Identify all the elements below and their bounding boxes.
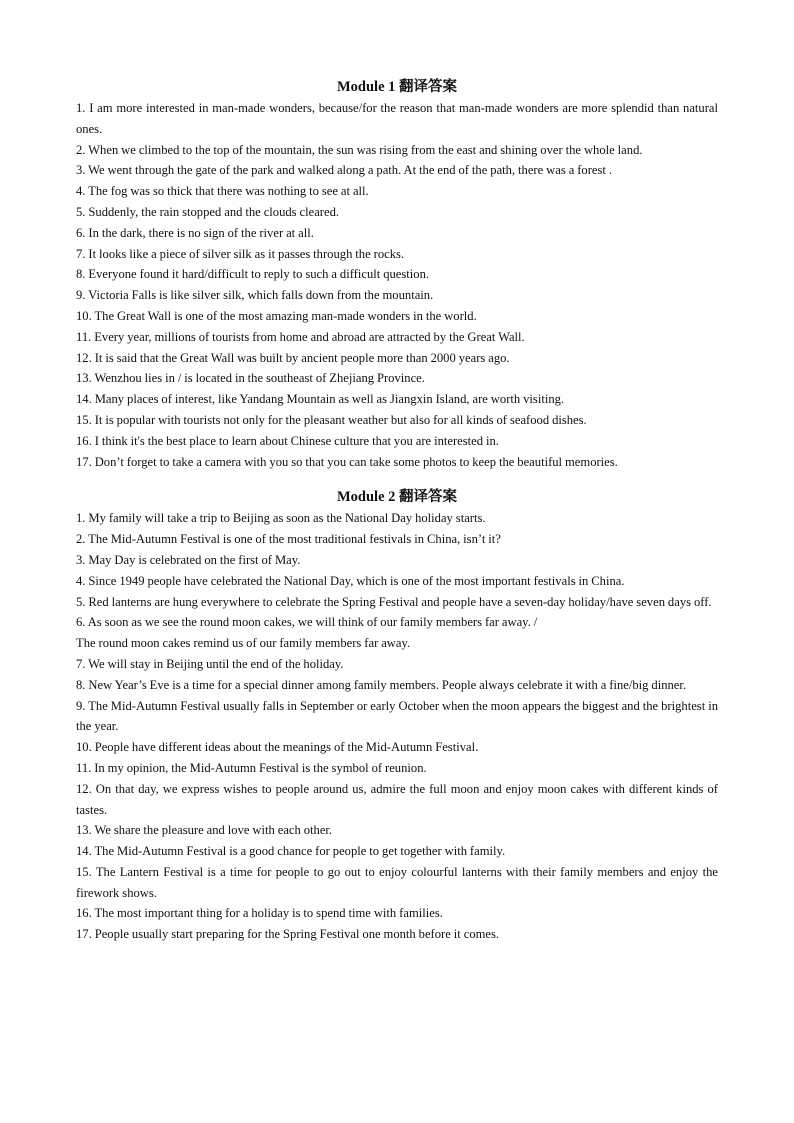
section-title: Module 2 翻译答案	[336, 489, 458, 506]
answer-item: 2. When we climbed to the top of the mountain, the sun was rising from the east and shining over the whole land.	[76, 142, 643, 157]
answer-item: 12. It is said that the Great Wall was built by ancient people more than 2000 years ago.	[76, 350, 510, 365]
answer-item: 10. People have different ideas about the meanings of the Mid-Autumn Festival.	[76, 740, 479, 755]
answer-item: 5. Red lanterns are hung everywhere to celebrate the Spring Festival and people have a seven-day holiday/have seven days off.	[76, 594, 712, 609]
answer-item: 1. My family will take a trip to Beijing as soon as the National Day holiday starts.	[76, 511, 486, 526]
answer-item: 6. In the dark, there is no sign of the river at all.	[76, 225, 314, 240]
answer-item: 11. Every year, millions of tourists from home and abroad are attracted by the Great Wall.	[76, 329, 525, 344]
answer-item: 16. The most important thing for a holiday is to spend time with families.	[76, 906, 443, 921]
answer-item: 2. The Mid-Autumn Festival is one of the most traditional festivals in China, isn’t it?	[76, 532, 501, 547]
answer-item: 17. People usually start preparing for the Spring Festival one month before it comes.	[76, 927, 500, 942]
answer-item: 13. Wenzhou lies in / is located in the southeast of Zhejiang Province.	[76, 371, 425, 386]
answer-item: 7. We will stay in Beijing until the end of the holiday.	[76, 656, 344, 671]
answer-item: The round moon cakes remind us of our family members far away.	[76, 636, 411, 651]
document-body	[76, 78, 718, 945]
answer-item: 3. May Day is celebrated on the first of May.	[76, 552, 301, 567]
answer-item: 4. Since 1949 people have celebrated the National Day, which is one of the most important festivals in China.	[76, 573, 625, 588]
answer-item: 5. Suddenly, the rain stopped and the clouds cleared.	[76, 204, 340, 219]
answer-item: 8. Everyone found it hard/difficult to reply to such a difficult question.	[76, 267, 430, 282]
answer-item: 4. The fog was so thick that there was nothing to see at all.	[76, 184, 369, 199]
answer-item: 15. It is popular with tourists not only for the pleasant weather but also for all kinds of seafood dishes.	[76, 412, 587, 427]
answer-item: 14. Many places of interest, like Yandang Mountain as well as Jiangxin Island, are worth visiting.	[76, 392, 565, 407]
answer-item: 10. The Great Wall is one of the most amazing man-made wonders in the world.	[76, 308, 477, 323]
answer-item: 14. The Mid-Autumn Festival is a good chance for people to get together with family.	[76, 844, 506, 859]
answer-item: 15. The Lantern Festival is a time for people to go out to enjoy colourful lanterns with their family members and enjoy the firework shows.	[76, 864, 718, 900]
answer-item: 1. I am more interested in man-made wonders, because/for the reason that man-made wonders are more splendid than natural ones.	[76, 101, 718, 136]
section-title: Module 1 翻译答案	[336, 79, 458, 95]
answer-list	[76, 98, 718, 472]
document-page	[76, 78, 718, 945]
module-section	[76, 488, 718, 945]
answer-list	[76, 508, 718, 945]
answer-item: 16. I think it's the best place to learn about Chinese culture that you are interested in.	[76, 433, 499, 448]
answer-item: 7. It looks like a piece of silver silk as it passes through the rocks.	[76, 246, 405, 261]
answer-item: 3. We went through the gate of the park and walked along a path. At the end of the path, there was a forest .	[76, 163, 613, 178]
answer-item: 9. The Mid-Autumn Festival usually falls in September or early October when the moon appears the biggest and the brightest in the year.	[76, 698, 718, 734]
answer-item: 13. We share the pleasure and love with each other.	[76, 823, 333, 838]
answer-item: 17. Don’t forget to take a camera with you so that you can take some photos to keep the beautiful memories.	[76, 454, 618, 469]
answer-item: 6. As soon as we see the round moon cakes, we will think of our family members far away. /	[76, 615, 538, 630]
answer-item: 8. New Year’s Eve is a time for a special dinner among family members. People always celebrate it with a fine/big dinner.	[76, 677, 687, 692]
module-section	[76, 78, 718, 472]
answer-item: 9. Victoria Falls is like silver silk, which falls down from the mountain.	[76, 288, 434, 303]
answer-item: 12. On that day, we express wishes to people around us, admire the full moon and enjoy moon cakes with different kinds of tastes.	[76, 781, 718, 817]
answer-item: 11. In my opinion, the Mid-Autumn Festival is the symbol of reunion.	[76, 760, 427, 775]
